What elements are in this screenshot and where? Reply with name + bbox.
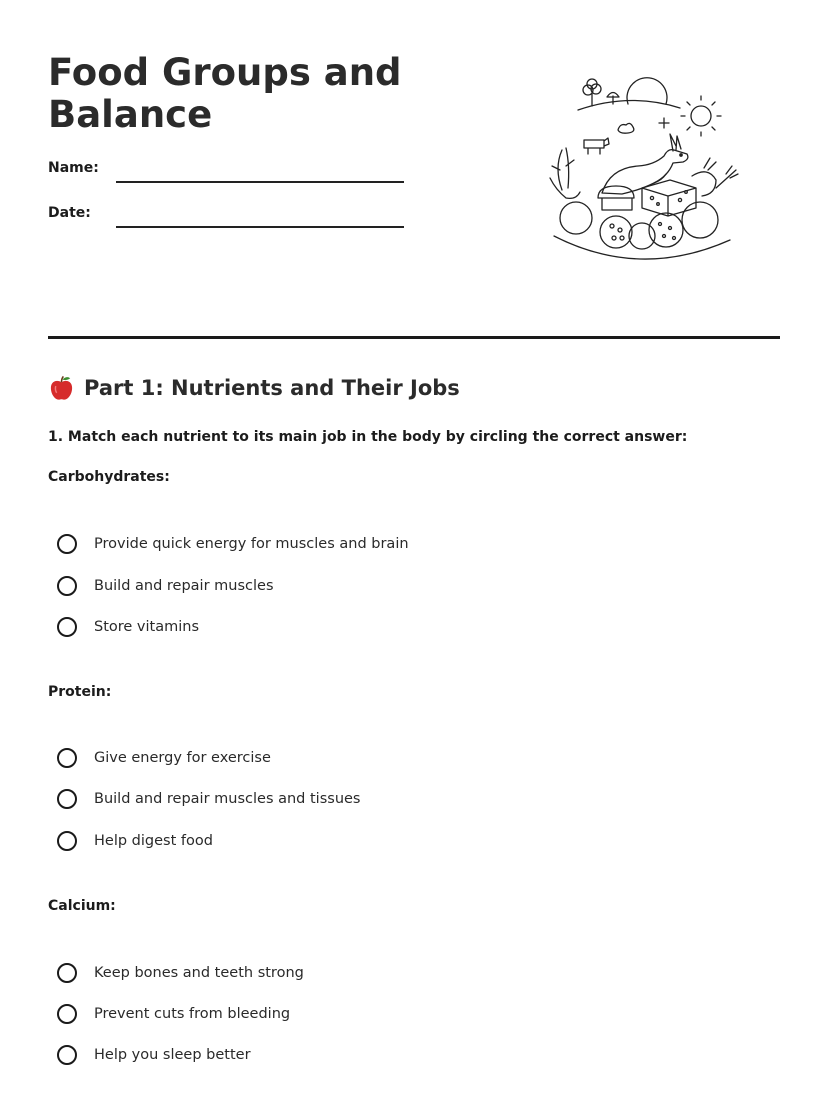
option-carbs-1[interactable]	[57, 531, 409, 557]
name-line[interactable]	[116, 181, 404, 183]
radio-circle[interactable]	[57, 576, 77, 596]
date-label: Date:	[48, 205, 91, 221]
option-calcium-3[interactable]	[57, 1042, 251, 1068]
radio-circle[interactable]	[57, 963, 77, 983]
kangaroo-food-plate-illustration	[540, 70, 750, 275]
nutrient-label-carbohydrates: Carbohydrates:	[48, 469, 170, 485]
radio-circle[interactable]	[57, 1045, 77, 1065]
radio-circle[interactable]	[57, 534, 77, 554]
radio-circle[interactable]	[57, 1004, 77, 1024]
option-text: Give energy for exercise	[94, 750, 271, 766]
option-protein-3[interactable]	[57, 828, 213, 854]
name-field	[48, 160, 408, 184]
option-calcium-1[interactable]	[57, 960, 304, 986]
option-text: Build and repair muscles and tissues	[94, 791, 361, 807]
question-1: 1. Match each nutrient to its main job in the body by circling the correct answer:	[48, 429, 688, 445]
date-line[interactable]	[116, 226, 404, 228]
section-divider	[48, 336, 780, 339]
option-text: Prevent cuts from bleeding	[94, 1006, 291, 1022]
option-text: Help you sleep better	[94, 1047, 251, 1063]
option-protein-2[interactable]	[57, 786, 360, 812]
nutrient-label-calcium: Calcium:	[48, 898, 116, 914]
option-text: Help digest food	[94, 833, 213, 849]
option-text: Provide quick energy for muscles and brain	[94, 536, 409, 552]
part1-heading	[48, 374, 460, 402]
option-carbs-2[interactable]	[57, 573, 274, 599]
red-apple-icon	[48, 374, 75, 402]
option-text: Keep bones and teeth strong	[94, 965, 304, 981]
radio-circle[interactable]	[57, 831, 77, 851]
radio-circle[interactable]	[57, 748, 77, 768]
name-label: Name:	[48, 160, 99, 176]
option-text: Build and repair muscles	[94, 578, 274, 594]
option-text: Store vitamins	[94, 619, 200, 635]
option-calcium-2[interactable]	[57, 1001, 290, 1027]
option-protein-1[interactable]	[57, 745, 271, 771]
radio-circle[interactable]	[57, 617, 77, 637]
worksheet-title: Food Groups and Balance	[48, 51, 402, 136]
date-field	[48, 205, 408, 229]
nutrient-label-protein: Protein:	[48, 684, 112, 700]
radio-circle[interactable]	[57, 789, 77, 809]
part1-heading-text: Part 1: Nutrients and Their Jobs	[84, 376, 460, 400]
option-carbs-3[interactable]	[57, 614, 199, 640]
